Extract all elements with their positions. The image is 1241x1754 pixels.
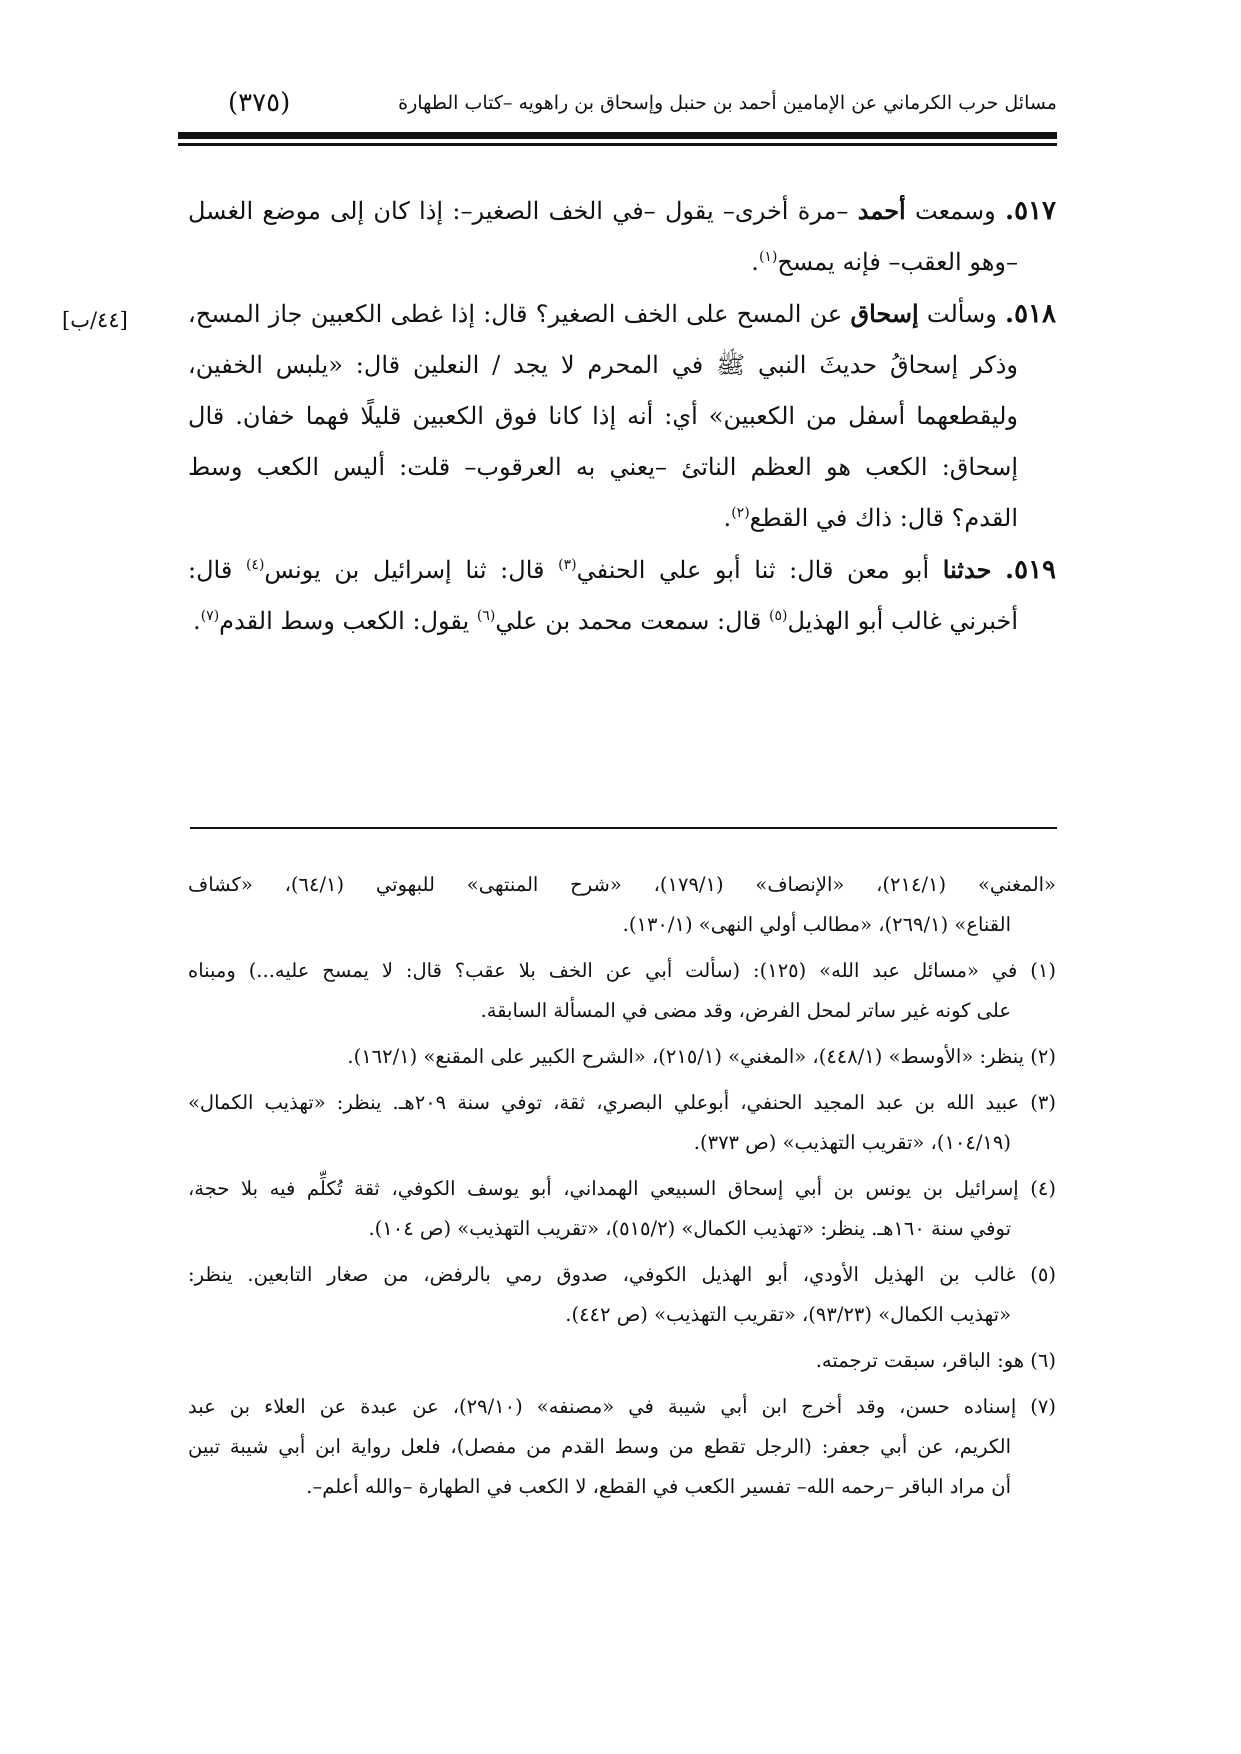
footnote-6 <box>188 1341 1056 1381</box>
footnote-1 <box>188 951 1056 1031</box>
paragraph-519 <box>188 544 1056 647</box>
footnote-line: (٥) غالب بن الهذيل الأودي، أبو الهذيل الكوفي، صدوق رمي بالرفض، من صغار التابعين. ينظر: <box>188 1263 1056 1286</box>
issue-number: ٥١٨. <box>1005 299 1056 329</box>
footnotes <box>188 865 1056 1513</box>
footnote-line: توفي سنة ١٦٠هـ. ينظر: «تهذيب الكمال» (٥١٥/٢)، «تقريب التهذيب» (ص ١٠٤). <box>368 1217 1011 1240</box>
footnote-ref[interactable]: (٧) <box>200 608 220 624</box>
footnote-line: أن مراد الباقر –رحمه الله– تفسير الكعب في القطع، لا الكعب في الطهارة –والله أعلم–. <box>306 1475 1011 1498</box>
text-line: ٥١٧. وسمعت أحمد –مرة أخرى– يقول –في الخف الصغير–: إذا كان إلى موضع الغسل <box>188 196 1056 226</box>
text-line: إسحاق: الكعب هو العظم الناتئ –يعني به العرقوب– قلت: أليس الكعب وسط <box>188 453 1018 481</box>
footnote-continued <box>188 865 1056 945</box>
footnote-line: «تهذيب الكمال» (٩٣/٢٣)، «تقريب التهذيب» (ص ٤٤٢). <box>565 1303 1011 1326</box>
text-line: أخبرني غالب أبو الهذيل$^{(٥)}$ قال: سمعت محمد بن علي$^{(٦)}$ يقول: الكعب وسط القدم$^{(٧)}$. <box>193 607 1018 635</box>
running-header <box>178 88 1057 128</box>
text-line: –وهو العقب– فإنه يمسح$^{(١)}$. <box>751 248 1018 276</box>
narrator-name: أحمد <box>857 196 906 225</box>
footnote-ref[interactable]: (٥) <box>768 608 788 624</box>
issue-number: ٥١٩. <box>1005 555 1057 585</box>
footnote-line: الكريم، عن أبي جعفر: (الرجل تقطع من وسط القدم من مفصل)، فلعل رواية ابن أبي شيبة تبين <box>188 1435 1011 1458</box>
footnote-ref[interactable]: (٦) <box>476 608 496 624</box>
footnote-7 <box>188 1387 1056 1507</box>
footnote-4 <box>188 1169 1056 1249</box>
footnote-line: «المغني» (٢١٤/١)، «الإنصاف» (١٧٩/١)، «شرح المنتهى» للبهوتي (٦٤/١)، «كشاف <box>188 873 1056 896</box>
footnote-line: (١٠٤/١٩)، «تقريب التهذيب» (ص ٣٧٣). <box>693 1131 1011 1154</box>
footnote-2 <box>188 1037 1056 1077</box>
footnote-line: (٢) ينظر: «الأوسط» (٤٤٨/١)، «المغني» (٢١٥/١)، «الشرح الكبير على المقنع» (١٦٢/١). <box>347 1045 1056 1068</box>
footnote-line: (٤) إسرائيل بن يونس بن أبي إسحاق السبيعي الهمداني، أبو يوسف الكوفي، ثقة تُكلِّم فيه بلا حجة، <box>188 1177 1056 1200</box>
issue-number: ٥١٧. <box>1005 196 1056 226</box>
footnote-line: (١) في «مسائل عبد الله» (١٢٥): (سألت أبي عن الخف بلا عقب؟ قال: لا يمسح عليه...) ومبناه <box>188 959 1056 982</box>
footnote-ref[interactable]: (٣) <box>558 557 577 573</box>
footnote-line: (٣) عبيد الله بن عبد المجيد الحنفي، أبوعلي البصري، ثقة، توفي سنة ٢٠٩هـ. ينظر: «تهذيب الكمال» <box>188 1091 1056 1114</box>
text-line: ٥١٨. وسألت إسحاق عن المسح على الخف الصغير؟ قال: إذا غطى الكعبين جاز المسح، <box>188 299 1056 329</box>
manuscript-folio-marker: [٤٤/ب] <box>62 308 128 332</box>
footnote-ref[interactable]: (٤) <box>245 557 265 573</box>
paragraph-517 <box>188 185 1056 288</box>
header-rule-thin <box>178 143 1057 146</box>
narrator-name: إسحاق <box>850 299 919 328</box>
footnote-5 <box>188 1255 1056 1335</box>
text-line: القدم؟ قال: ذاك في القطع$^{(٢)}$. <box>723 504 1018 532</box>
text-line: وليقطعهما أسفل من الكعبين» أي: أنه إذا كانا فوق الكعبين قليلًا فهما خفان. قال <box>188 402 1018 430</box>
footnote-separator <box>190 827 1057 829</box>
footnote-line: (٧) إسناده حسن، وقد أخرج ابن أبي شيبة في «مصنفه» (٢٩/١٠)، عن عبدة عن العلاء بن عبد <box>188 1395 1057 1418</box>
footnote-3 <box>188 1083 1056 1163</box>
footnote-line: (٦) هو: الباقر، سبقت ترجمته. <box>815 1349 1056 1372</box>
text-line: ٥١٩. حدثنا أبو معن قال: ثنا أبو علي الحنفي$^{(٣)}$ قال: ثنا إسرائيل بن يونس$^{(٤)}$ قال: <box>188 555 1057 585</box>
main-text <box>188 185 1056 647</box>
footnote-ref[interactable]: (١) <box>758 249 778 265</box>
paragraph-518 <box>188 288 1056 544</box>
header-rule-thick <box>178 132 1057 139</box>
text-line: وذكر إسحاقُ حديثَ النبي ﷺ في المحرم لا يجد / النعلين قال: «يلبس الخفين، <box>188 351 1018 379</box>
footnote-line: القناع» (٢٦٩/١)، «مطالب أولي النهى» (١٣٠/١). <box>622 913 1011 936</box>
footnote-ref[interactable]: (٢) <box>731 505 750 521</box>
header-title: مسائل حرب الكرماني عن الإمامين أحمد بن حنبل وإسحاق بن راهويه –كتاب الطهارة <box>398 92 1057 114</box>
page-number: (٣٧٥) <box>228 88 291 118</box>
narration-lead: حدثنا <box>942 555 992 584</box>
footnote-line: على كونه غير ساتر لمحل الفرض، وقد مضى في المسألة السابقة. <box>480 999 1011 1022</box>
